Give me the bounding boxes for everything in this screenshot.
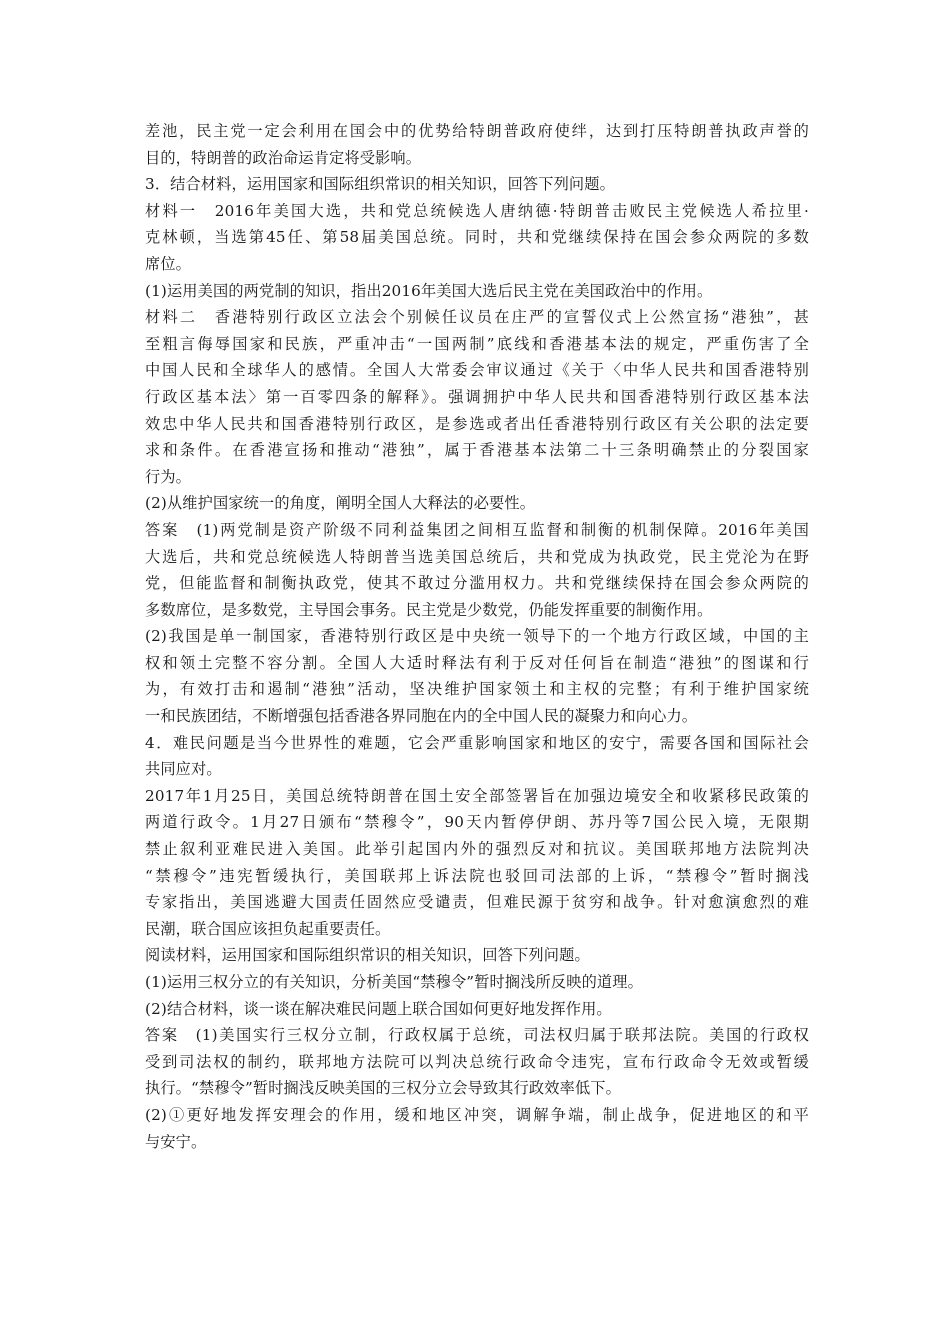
text-line: 一和民族团结，不断增强包括香港各界同胞在内的全中国人民的凝聚力和向心力。 <box>145 707 698 726</box>
text-line: 效忠中华人民共和国香港特别行政区，是参选或者出任香港特别行政区有关公职的法定要 <box>145 414 809 433</box>
text-line: 差池，民主党一定会利用在国会中的优势给特朗普政府使绊，达到打压特朗普执政声誉的 <box>145 122 809 140</box>
text-line: 专家指出，美国逃避大国责任固然应受谴责，但难民源于贫穷和战争。针对愈演愈烈的难 <box>145 893 809 912</box>
text-line: 席位。 <box>145 254 192 273</box>
text-line: 民潮，联合国应该担负起重要责任。 <box>145 919 391 938</box>
text-line: 两道行政令。1月27日颁布“禁穆令”，90天内暂停伊朗、苏丹等7国公民入境，无限期 <box>145 813 809 832</box>
text-line: “禁穆令”违宪暂缓执行，美国联邦上诉法院也驳回司法部的上诉，“禁穆令”暂时搁浅 <box>145 866 809 885</box>
text-line: 共同应对。 <box>145 760 222 779</box>
text-line: 材料二 香港特别行政区立法会个别候任议员在庄严的宣誓仪式上公然宣扬“港独”，甚 <box>145 308 809 327</box>
text-line: 行政区基本法〉第一百零四条的解释》。强调拥护中华人民共和国香港特别行政区基本法 <box>145 387 809 406</box>
text-line: (2)①更好地发挥安理会的作用，缓和地区冲突，调解争端，制止战争，促进地区的和平 <box>145 1105 809 1124</box>
text-line: (1)运用美国的两党制的知识，指出2016年美国大选后民主党在美国政治中的作用。 <box>145 281 713 300</box>
text-line: 求和条件。在香港宣扬和推动“港独”，属于香港基本法第二十三条明确禁止的分裂国家 <box>145 441 809 460</box>
text-line: 大选后，共和党总统候选人特朗普当选美国总统后，共和党成为执政党，民主党沦为在野 <box>145 547 809 566</box>
text-line: 党，但能监督和制衡执政党，使其不敢过分滥用权力。共和党继续保持在国会参众两院的 <box>145 574 809 593</box>
text-line: 答案 (1)两党制是资产阶级不同利益集团之间相互监督和制衡的机制保障。2016年美国 <box>145 520 809 539</box>
text-line: 材料一 2016年美国大选，共和党总统候选人唐纳德·特朗普击败民主党候选人希拉里· <box>145 201 809 220</box>
text-line: 与安宁。 <box>145 1132 207 1151</box>
text-line: 目的，特朗普的政治命运肯定将受影响。 <box>145 148 422 167</box>
text-line: (1)运用三权分立的有关知识，分析美国“禁穆令”暂时搁浅所反映的道理。 <box>145 973 643 991</box>
text-line: 至粗言侮辱国家和民族，严重冲击“一国两制”底线和香港基本法的规定，严重伤害了全 <box>145 334 809 353</box>
text-line: 受到司法权的制约，联邦地方法院可以判决总统行政命令违宪，宣布行政命令无效或暂缓 <box>145 1052 809 1071</box>
text-line: 多数席位，是多数党，主导国会事务。民主党是少数党，仍能发挥重要的制衡作用。 <box>145 600 713 619</box>
text-line: 2017年1月25日，美国总统特朗普在国土安全部签署旨在加强边境安全和收紧移民政策的 <box>145 786 809 805</box>
text-line: 阅读材料，运用国家和国际组织常识的相关知识，回答下列问题。 <box>145 946 590 965</box>
text-line: (2)我国是单一制国家，香港特别行政区是中央统一领导下的一个地方行政区域，中国的主 <box>145 627 809 646</box>
text-line: 3．结合材料，运用国家和国际组织常识的相关知识，回答下列问题。 <box>145 175 615 194</box>
text-line: 执行。“禁穆令”暂时搁浅反映美国的三权分立会导致其行政效率低下。 <box>145 1079 621 1098</box>
text-line: 禁止叙利亚难民进入美国。此举引起国内外的强烈反对和抗议。美国联邦地方法院判决 <box>145 840 809 859</box>
text-line: 权和领土完整不容分割。全国人大适时释法有利于反对任何旨在制造“港独”的图谋和行 <box>145 653 809 672</box>
text-line: 4．难民问题是当今世界性的难题，它会严重影响国家和地区的安宁，需要各国和国际社会 <box>145 733 809 752</box>
text-line: (2)从维护国家统一的角度，阐明全国人大释法的必要性。 <box>145 494 536 513</box>
document-page <box>145 118 809 1155</box>
text-line: 中国人民和全球华人的感情。全国人大常委会审议通过《关于〈中华人民共和国香港特别 <box>145 361 809 380</box>
text-line: 为，有效打击和遏制“港独”活动，坚决维护国家领土和主权的完整；有利于维护国家统 <box>145 680 809 699</box>
text-line: 行为。 <box>145 467 192 486</box>
text-line: 答案 (1)美国实行三权分立制，行政权属于总统，司法权归属于联邦法院。美国的行政权 <box>145 1026 809 1045</box>
text-line: 克林顿，当选第45任、第58届美国总统。同时，共和党继续保持在国会参众两院的多数 <box>145 228 809 247</box>
text-line: (2)结合材料，谈一谈在解决难民问题上联合国如何更好地发挥作用。 <box>145 999 612 1018</box>
